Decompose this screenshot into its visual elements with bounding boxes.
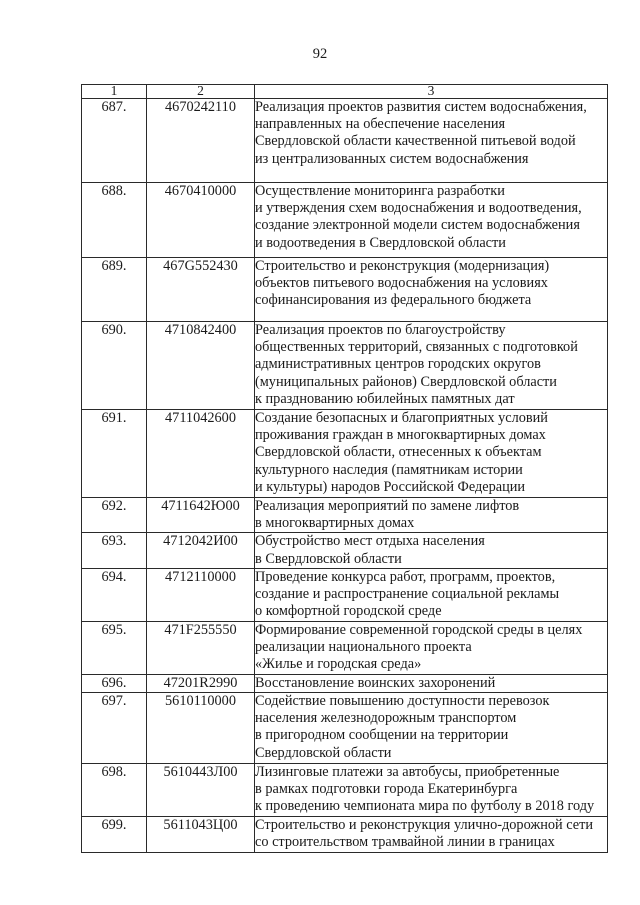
row-description-text: Реализация проектов развития систем водоснабжения, направленных на обеспечение населения Свердловской области качественной питьевой водой из централизованных систем водоснабжения [255,99,587,167]
row-number: 693. [82,533,147,568]
row-description [255,621,608,674]
table-row [82,621,608,674]
row-description [255,568,608,621]
table-row [82,693,608,764]
table-row [82,568,608,621]
row-description-text: Создание безопасных и благоприятных условий проживания граждан в многоквартирных домах Свердловской области, отнесенных к объектам культурного наследия (памятникам истории и культуры) народов Российской Федерации [255,410,548,495]
row-number: 690. [82,322,147,410]
row-code: 4710842400 [147,322,255,410]
row-code: 4712042И00 [147,533,255,568]
row-code: 5611043Ц00 [147,817,255,853]
row-number: 691. [82,410,147,498]
table-row [82,764,608,817]
row-description [255,258,608,322]
row-description [255,533,608,568]
column-header-code: 2 [147,85,255,99]
row-description-text: Реализация мероприятий по замене лифтов в многоквартирных домах [255,498,520,532]
row-description [255,410,608,498]
row-code: 5610443Л00 [147,764,255,817]
table-header [82,85,608,99]
row-description [255,99,608,183]
row-description-text: Строительство и реконструкция улично-дорожной сети со строительством трамвайной линии в границах [255,817,594,851]
row-description-text: Обустройство мест отдыха населения в Свердловской области [255,533,485,567]
table-row [82,322,608,410]
row-number: 699. [82,817,147,853]
row-description [255,764,608,817]
row-number: 689. [82,258,147,322]
row-code: 471F255550 [147,621,255,674]
row-description [255,693,608,764]
row-number: 692. [82,498,147,533]
row-description-text: Содействие повышению доступности перевозок населения железнодорожным транспортом в пригородном сообщении на территории Свердловской области [255,693,550,761]
row-description [255,322,608,410]
table-row [82,410,608,498]
row-code: 4712110000 [147,568,255,621]
row-number: 688. [82,183,147,258]
row-description-text: Формирование современной городской среды в целях реализации национального проекта «Жилье и городская среда» [255,621,583,673]
row-code: 5610110000 [147,693,255,764]
row-code: 4670410000 [147,183,255,258]
table-row [82,533,608,568]
table-row [82,817,608,853]
table-row [82,183,608,258]
column-header-number: 1 [82,85,147,99]
row-code: 47201R2990 [147,674,255,692]
row-description-text: Осуществление мониторинга разработки и утверждения схем водоснабжения и водоотведения, создание электронной модели систем водоснабжения и водоотведения в Свердловской области [255,183,582,251]
table-row [82,258,608,322]
row-number: 696. [82,674,147,692]
row-description-text: Реализация проектов по благоустройству общественных территорий, связанных с подготовкой административных центров городских округов (муниципальных районов) Свердловской области к празднованию юбилейных памятных дат [255,322,578,407]
row-description-text: Восстановление воинских захоронений [255,674,496,691]
table-row [82,674,608,692]
table-row [82,99,608,183]
registry-table [81,84,608,853]
table-body [82,99,608,853]
row-number: 694. [82,568,147,621]
row-code: 4670242110 [147,99,255,183]
row-number: 695. [82,621,147,674]
table-row [82,498,608,533]
row-description-text: Строительство и реконструкция (модернизация) объектов питьевого водоснабжения на условиях софинансирования из федерального бюджета [255,258,550,309]
page-number: 92 [312,46,328,62]
row-number: 698. [82,764,147,817]
row-description [255,817,608,853]
row-number: 697. [82,693,147,764]
row-description-text: Проведение конкурса работ, программ, проектов, создание и распространение социальной рекламы о комфортной городской среде [255,568,560,620]
column-header-description: 3 [255,85,608,99]
row-code: 467G552430 [147,258,255,322]
row-number: 687. [82,99,147,183]
header-row [82,85,608,99]
row-description [255,498,608,533]
row-description-text: Лизинговые платежи за автобусы, приобретенные в рамках подготовки города Екатеринбурга к проведению чемпионата мира по футболу в 2018 году [255,764,595,815]
row-description [255,674,608,692]
row-code: 4711042600 [147,410,255,498]
row-code: 4711642Ю00 [147,498,255,533]
row-description [255,183,608,258]
